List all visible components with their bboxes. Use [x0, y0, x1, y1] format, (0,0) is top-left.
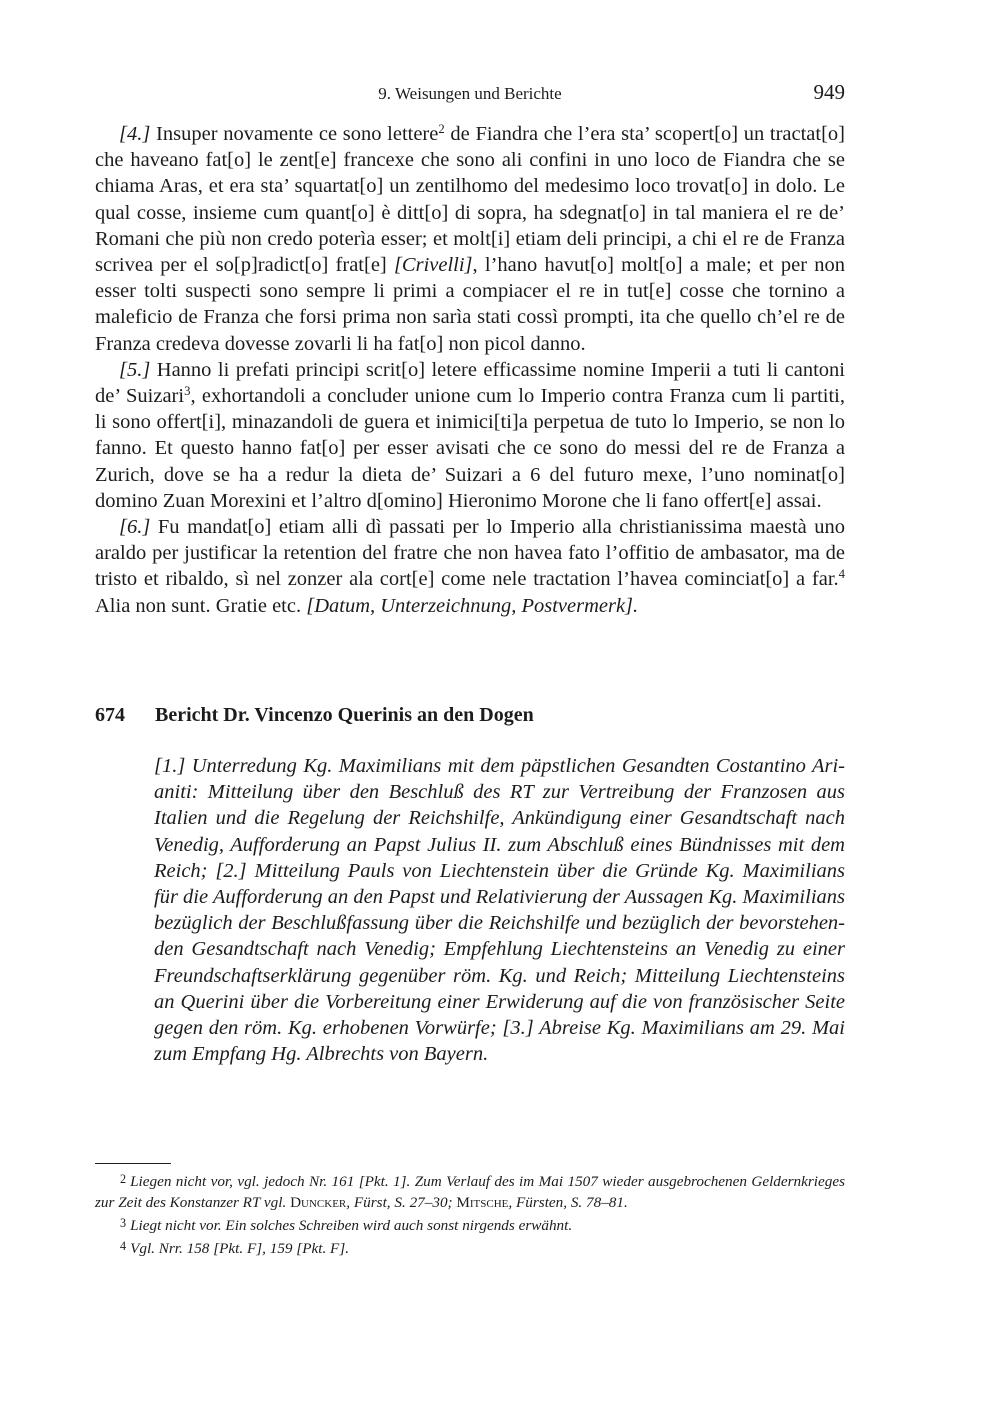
document-summary: [1.] Unterredung Kg. Maximilians mit dem päpstlichen Gesandten Costantino Arianiti: Mitteilung über den Beschluß des RT zur Vertreibung der Franzosen aus Italien und die Regelung der Reichshilfe, Ankündigung einer Gesandtschaft nach Venedig, Aufforderung an Papst Julius II. zum Abschluß eines Bündnisses mit dem Reich; [2.] Mitteilung Pauls von Liechtenstein über die Gründe Kg. Maximilians für die Aufforderung an den Papst und Relativierung der Aussagen Kg. Maximilians bezüglich der Beschlußfassung über die Reichshilfe und bezüglich der bevorstehenden Gesandtschaft nach Venedig; Empfehlung Liechtensteins an Venedig zu einer Freundschaftserklärung gegenüber röm. Kg. und Reich; Mitteilung Liechtensteins an Querini über die Vorbereitung einer Erwiderung auf die von französischer Seite gegen den röm. Kg. erhobenen Vorwürfe; [3.] Abreise Kg. Maximilians am 29. Mai zum Empfang Hg. Albrechts von Bayern.: [154, 755, 845, 1066]
paragraph-4: [95, 121, 845, 357]
footnote-mark: 2: [120, 1172, 127, 1186]
footnote-text: Vgl. Nrr. 158 [Pkt. F], 159 [Pkt. F].: [130, 1240, 350, 1258]
main-text: [95, 121, 845, 619]
paragraph-text: Insuper novamente ce sono lettere: [156, 123, 439, 145]
paragraph-number: [4.]: [119, 123, 151, 145]
author-name: Duncker: [290, 1194, 347, 1212]
footnote-mark: 3: [120, 1216, 127, 1231]
footnote-text: Liegt nicht vor. Ein solches Schreiben wird auch sonst nirgends erwähnt.: [130, 1217, 573, 1235]
editorial-insertion: [Crivelli]: [393, 254, 473, 277]
footnote-text: Liegen nicht vor, vgl. jedoch Nr. 161 [Pkt. 1]. Zum Verlauf des im Mai 1507 wieder ausgebrochenen Geldernkrieges zur Zeit des Konstanzer RT vgl.: [95, 1173, 845, 1212]
paragraph-number: [5.]: [119, 358, 151, 381]
footnote-text: , Fürsten, S. 78–81.: [508, 1194, 628, 1212]
editorial-insertion: [Datum, Unterzeichnung, Postvermerk].: [306, 594, 639, 617]
footnote-3: [95, 1213, 845, 1236]
footnote-ref[interactable]: 3: [184, 384, 191, 399]
document-title: Bericht Dr. Vincenzo Querinis an den Dogen: [155, 704, 534, 726]
footnote-4: [95, 1236, 845, 1259]
paragraph-text: Alia non sunt. Gratie etc.: [95, 594, 307, 617]
paragraph-6: [95, 514, 845, 619]
paragraph-text: , l’hano havut[o] molt[o] a male; et per non esser tolti suspecti sono sempre li primi a compiacer el re in tut[e] cosse che tornino a maleficio de Franza che forsi prima non sarìa stati cossì prompti, ita che quello ch’el re de Franza credeva dovesse zovarli li ha fat[o] non picol danno.: [95, 254, 845, 355]
document-heading: [95, 704, 845, 727]
footnote-mark: 4: [120, 1239, 127, 1254]
paragraph-text: Fu mandat[o] etiam alli dì passati per lo Imperio alla christianissima maestà uno araldo per justificar la retention del fratre che non havea fato l’offitio de ambasator, ma de tristo et ribaldo, sì nel zonzer ala cort[e] come nele tractation l’havea cominciat[o] a far.: [95, 516, 845, 591]
paragraph-text: Hanno li prefati principi scrit[o] letere efficassime nomine Imperii a tuti li cantoni de’ Suizari: [95, 358, 845, 408]
paragraph-number: [6.]: [119, 516, 151, 539]
paragraph-text: de Fiandra che l’era sta’ scopert[o] un tractat[o] che haveano fat[o] le zent[e] francexe che sono ali confini in uno loco de Fiandra che se chiama Aras, et era sta’ squartat[o] un zentilhomo del medesimo loco trovat[o] in dolo. Le qual cosse, insieme cum quant[o] è ditt[o] di sopra, ha sdegnat[o] in tal maniera el re de’ Romani che più non credo poterìa esser; et molt[i] etiam deli principi, a chi el re de Franza scrivea per el so[p]radict[o] frat[e]: [95, 123, 846, 277]
footnote-text: , Fürst, S. 27–30;: [346, 1194, 457, 1212]
running-title: 9. Weisungen und Berichte: [378, 84, 562, 103]
footnote-ref[interactable]: 2: [438, 122, 445, 137]
footnotes: [95, 1169, 845, 1259]
footnote-2: [95, 1169, 845, 1213]
paragraph-text: , exhortandoli a concluder unione cum lo Imperio contra Franza cum li partiti, li sono offert[i], minazandoli de guera et inimici[ti]a perpetua de tuto lo Imperio, se non lo fanno. Et questo hanno fat[o] per esser avisati che ce sono do messi del re de Franza a Zurich, dove se ha a redur la dieta de’ Suizari a 6 del futuro mexe, l’uno nominat[o] domino Zuan Morexini et l’altro d[omino] Hieronimo Morone che li fano offert[e] assai.: [95, 385, 845, 512]
page-number: 949: [813, 80, 845, 104]
author-name: Mitsche: [456, 1194, 509, 1212]
footnote-ref[interactable]: 4: [838, 567, 845, 582]
paragraph-5: [95, 357, 845, 514]
document-number: 674: [95, 704, 125, 726]
page-header: [95, 80, 845, 110]
footnote-divider: [95, 1163, 171, 1164]
